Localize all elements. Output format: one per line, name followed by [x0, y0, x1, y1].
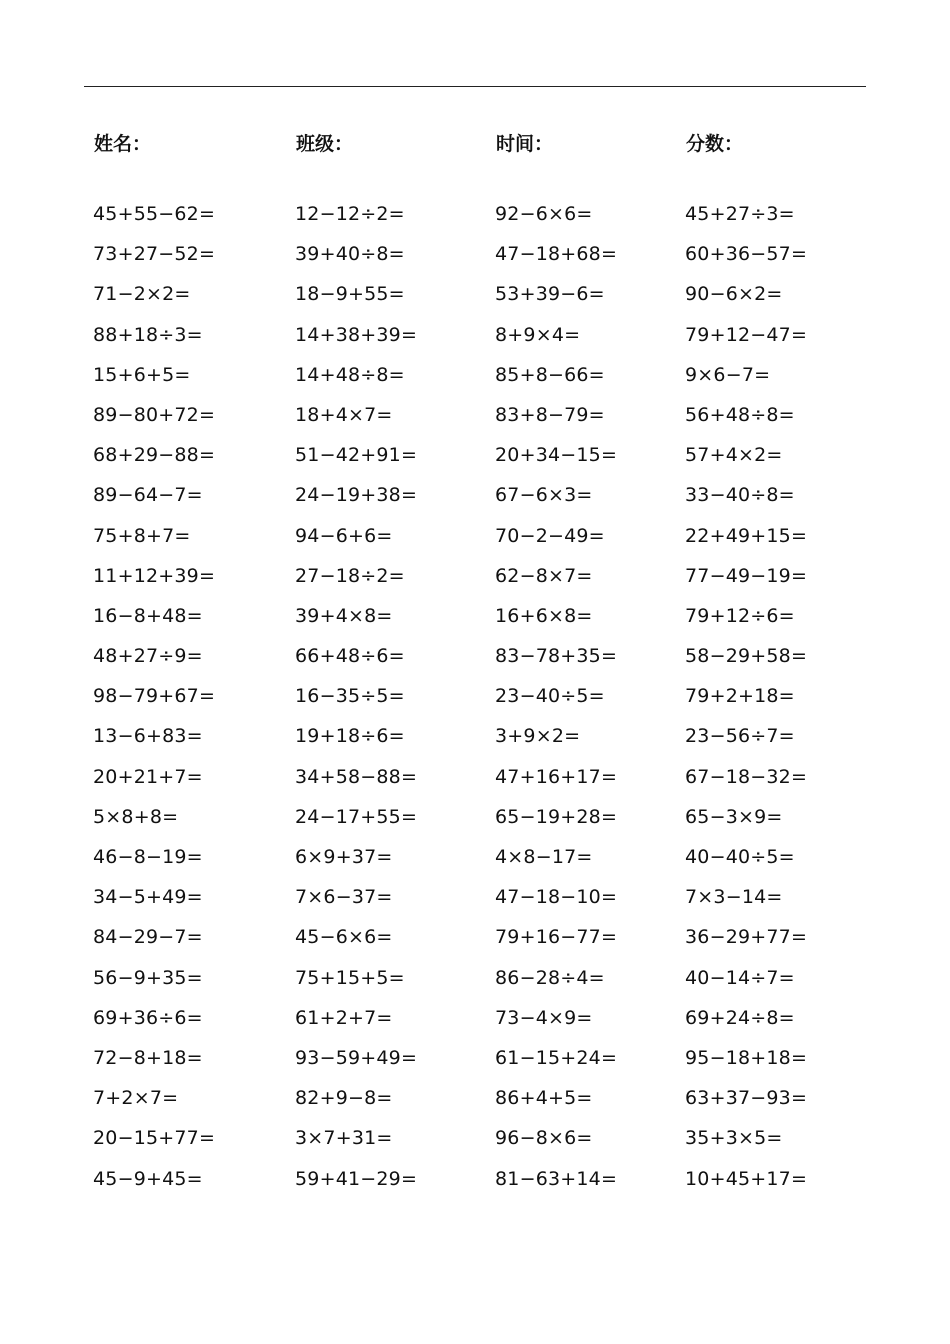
math-problem: 7×6−37=	[295, 886, 393, 909]
math-problem: 53+39−6=	[495, 283, 605, 306]
math-problem: 20+21+7=	[93, 765, 203, 788]
math-problem: 47−18+68=	[495, 243, 618, 266]
math-problem: 56−9+35=	[93, 966, 203, 989]
math-problem: 7+2×7=	[93, 1087, 179, 1110]
math-problem: 59+41−29=	[295, 1167, 418, 1190]
math-problem: 47−18−10=	[495, 886, 618, 909]
math-problem: 57+4×2=	[685, 444, 783, 467]
math-problem: 83+8−79=	[495, 403, 605, 426]
math-problem: 61−15+24=	[495, 1046, 618, 1069]
math-problem: 94−6+6=	[295, 524, 393, 547]
math-problem: 40−14÷7=	[685, 966, 795, 989]
math-problem: 18−9+55=	[295, 283, 405, 306]
math-problem: 11+12+39=	[93, 564, 216, 587]
score-label: 分数：	[686, 133, 744, 155]
math-problem: 40−40÷5=	[685, 846, 795, 868]
math-problem: 14+38+39=	[295, 323, 418, 346]
math-problem: 71−2×2=	[93, 283, 191, 306]
math-problem: 22+49+15=	[685, 524, 808, 547]
math-problem: 6×9+37=	[295, 846, 393, 868]
math-problem: 69+24÷8=	[685, 1006, 795, 1029]
math-problem: 45−6×6=	[295, 926, 393, 949]
math-problem: 82+9−8=	[295, 1087, 393, 1110]
math-problem: 3+9×2=	[495, 725, 581, 748]
math-problem: 86+4+5=	[495, 1087, 593, 1110]
math-problem: 88+18÷3=	[93, 323, 203, 346]
math-problem: 45+27÷3=	[685, 203, 795, 225]
math-problem: 75+8+7=	[93, 524, 191, 547]
math-problem: 16+6×8=	[495, 604, 593, 627]
student-info-header	[0, 128, 950, 160]
math-problem: 89−80+72=	[93, 403, 216, 426]
math-problem: 67−6×3=	[495, 484, 593, 507]
math-problem: 79+12−47=	[685, 323, 808, 346]
math-problem: 92−6×6=	[495, 203, 593, 225]
problem-column-2	[295, 196, 485, 1201]
math-problem: 33−40÷8=	[685, 484, 795, 507]
math-problem: 36−29+77=	[685, 926, 808, 949]
math-problem: 23−56÷7=	[685, 725, 795, 748]
math-problem: 27−18÷2=	[295, 564, 405, 587]
math-problem: 93−59+49=	[295, 1046, 418, 1069]
math-problem: 60+36−57=	[685, 243, 808, 266]
math-problem: 61+2+7=	[295, 1006, 393, 1029]
time-label: 时间：	[496, 133, 554, 155]
math-problem: 90−6×2=	[685, 283, 783, 306]
math-problem: 8+9×4=	[495, 323, 581, 346]
math-problem: 69+36÷6=	[93, 1006, 203, 1029]
math-problem: 12−12÷2=	[295, 203, 405, 225]
math-problem: 72−8+18=	[93, 1046, 203, 1069]
math-problem: 51−42+91=	[295, 444, 418, 467]
math-problem: 4×8−17=	[495, 846, 593, 868]
math-problem: 95−18+18=	[685, 1046, 808, 1069]
math-problem: 24−17+55=	[295, 805, 418, 828]
math-problem: 47+16+17=	[495, 765, 618, 788]
math-problem: 68+29−88=	[93, 444, 216, 467]
math-problem: 65−3×9=	[685, 805, 783, 828]
math-problem: 34+58−88=	[295, 765, 418, 788]
math-problem: 79+12÷6=	[685, 604, 795, 627]
problem-column-4	[685, 196, 875, 1201]
math-problem: 63+37−93=	[685, 1087, 808, 1110]
math-problem: 96−8×6=	[495, 1127, 593, 1150]
math-problem: 45−9+45=	[93, 1167, 203, 1190]
math-problem: 39+4×8=	[295, 604, 393, 627]
problem-column-1	[93, 196, 283, 1201]
math-problem: 45+55−62=	[93, 203, 216, 225]
math-problem: 39+40÷8=	[295, 243, 405, 266]
math-problem: 85+8−66=	[495, 363, 605, 386]
math-problem: 70−2−49=	[495, 524, 605, 547]
math-problem: 73+27−52=	[93, 243, 216, 266]
math-problem: 20+34−15=	[495, 444, 618, 467]
problem-column-3	[495, 196, 685, 1201]
math-problem: 83−78+35=	[495, 645, 618, 668]
math-problem: 24−19+38=	[295, 484, 418, 507]
math-problem: 3×7+31=	[295, 1127, 393, 1150]
math-problem: 79+2+18=	[685, 685, 795, 708]
math-problem: 58−29+58=	[685, 645, 808, 668]
math-problem: 98−79+67=	[93, 685, 216, 708]
math-problem: 89−64−7=	[93, 484, 203, 507]
math-problem: 56+48÷8=	[685, 403, 795, 426]
math-problem: 14+48÷8=	[295, 363, 405, 386]
math-problem: 48+27÷9=	[93, 645, 203, 668]
math-problem: 46−8−19=	[93, 846, 203, 868]
name-label: 姓名：	[94, 133, 152, 155]
math-problem: 5×8+8=	[93, 805, 179, 828]
math-problem: 34−5+49=	[93, 886, 203, 909]
math-problem: 23−40÷5=	[495, 685, 605, 708]
top-divider	[84, 86, 866, 87]
math-problem: 13−6+83=	[93, 725, 203, 748]
math-problem: 9×6−7=	[685, 363, 771, 386]
class-label: 班级：	[296, 133, 354, 155]
math-problem: 65−19+28=	[495, 805, 618, 828]
math-problem: 75+15+5=	[295, 966, 405, 989]
math-problem: 20−15+77=	[93, 1127, 216, 1150]
math-problem: 81−63+14=	[495, 1167, 618, 1190]
math-problem: 62−8×7=	[495, 564, 593, 587]
math-problem: 19+18÷6=	[295, 725, 405, 748]
math-problem: 10+45+17=	[685, 1167, 808, 1190]
math-problem: 18+4×7=	[295, 403, 393, 426]
math-problem: 16−35÷5=	[295, 685, 405, 708]
math-problem: 79+16−77=	[495, 926, 618, 949]
math-problem: 67−18−32=	[685, 765, 808, 788]
math-problem: 77−49−19=	[685, 564, 808, 587]
math-problem: 16−8+48=	[93, 604, 203, 627]
math-problem: 7×3−14=	[685, 886, 783, 909]
math-problem: 73−4×9=	[495, 1006, 593, 1029]
math-problem: 35+3×5=	[685, 1127, 783, 1150]
math-problem: 66+48÷6=	[295, 645, 405, 668]
math-problem: 15+6+5=	[93, 363, 191, 386]
math-problem: 86−28÷4=	[495, 966, 605, 989]
math-problem: 84−29−7=	[93, 926, 203, 949]
